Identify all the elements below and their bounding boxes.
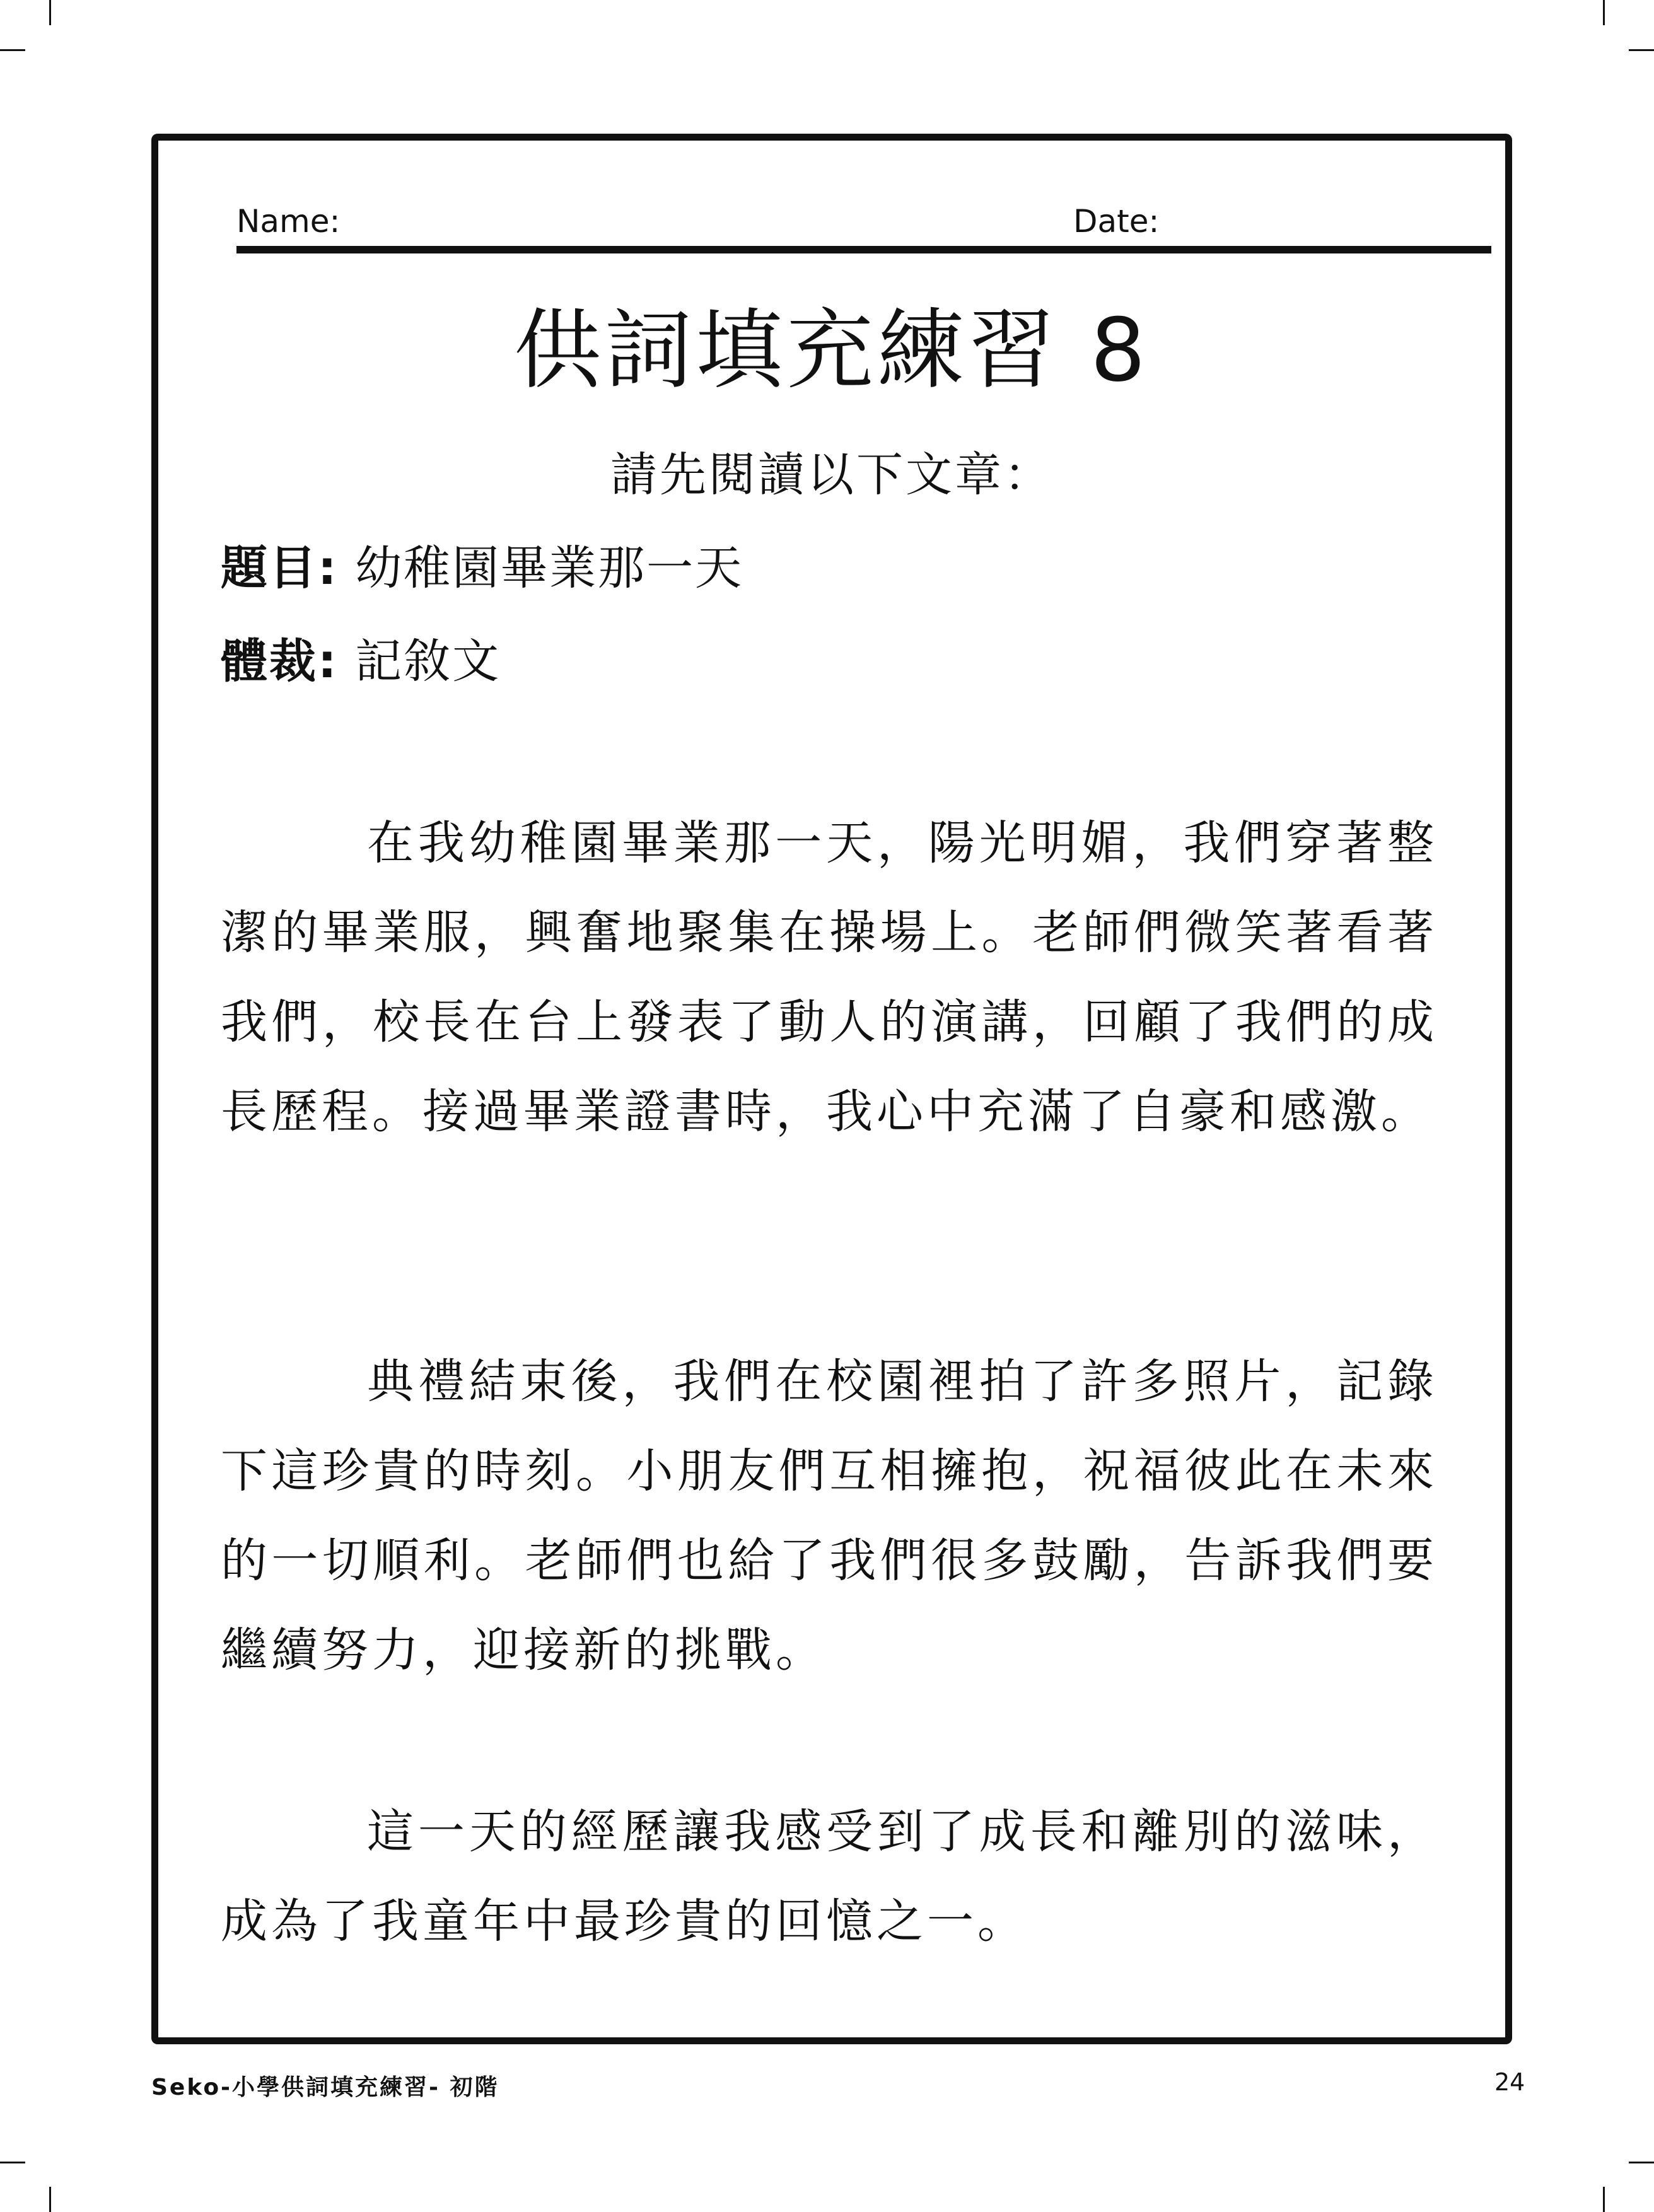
genre-value: 記敘文 — [355, 634, 501, 689]
footer-book-title: Seko-小學供詞填充練習- 初階 — [151, 2075, 499, 2100]
topic-line — [221, 540, 743, 597]
crop-mark-bottom-right-h — [1629, 2162, 1654, 2163]
name-label: Name: — [236, 203, 341, 240]
header-rule — [236, 246, 1491, 253]
crop-mark-top-left-h — [0, 49, 25, 51]
crop-mark-top-right-v — [1603, 0, 1605, 25]
genre-line — [221, 633, 501, 690]
worksheet-title: 供詞填充練習 8 — [514, 300, 1150, 401]
page-number: 24 — [1494, 2068, 1525, 2096]
article-paragraph-3: 這一天的經歷讓我感受到了成長和離別的滋味，成為了我童年中最珍貴的回憶之一。 — [221, 1805, 1438, 1948]
crop-mark-bottom-right-v — [1603, 2187, 1605, 2212]
topic-value: 幼稚園畢業那一天 — [355, 541, 744, 595]
genre-label: 體裁: — [221, 634, 339, 689]
topic-label: 題目: — [221, 541, 339, 595]
crop-mark-top-left-v — [49, 0, 51, 25]
instruction-text: 請先閱讀以下文章： — [610, 448, 1053, 502]
date-label: Date: — [1073, 203, 1160, 240]
article-paragraph-1: 在我幼稚園畢業那一天，陽光明媚，我們穿著整潔的畢業服，興奮地聚集在操場上。老師們微笑著看著我們，校長在台上發表了動人的演講，回顧了我們的成長歷程。接過畢業證書時，我心中充滿了自豪和感激。 — [221, 816, 1438, 1139]
crop-mark-bottom-left-h — [0, 2162, 25, 2163]
crop-mark-top-right-h — [1629, 49, 1654, 51]
article-paragraph-2: 典禮結束後，我們在校園裡拍了許多照片，記錄下這珍貴的時刻。小朋友們互相擁抱，祝福彼此在未來的一切順利。老師們也給了我們很多鼓勵，告訴我們要繼續努力，迎接新的挑戰。 — [221, 1354, 1438, 1677]
crop-mark-bottom-left-v — [49, 2187, 51, 2212]
